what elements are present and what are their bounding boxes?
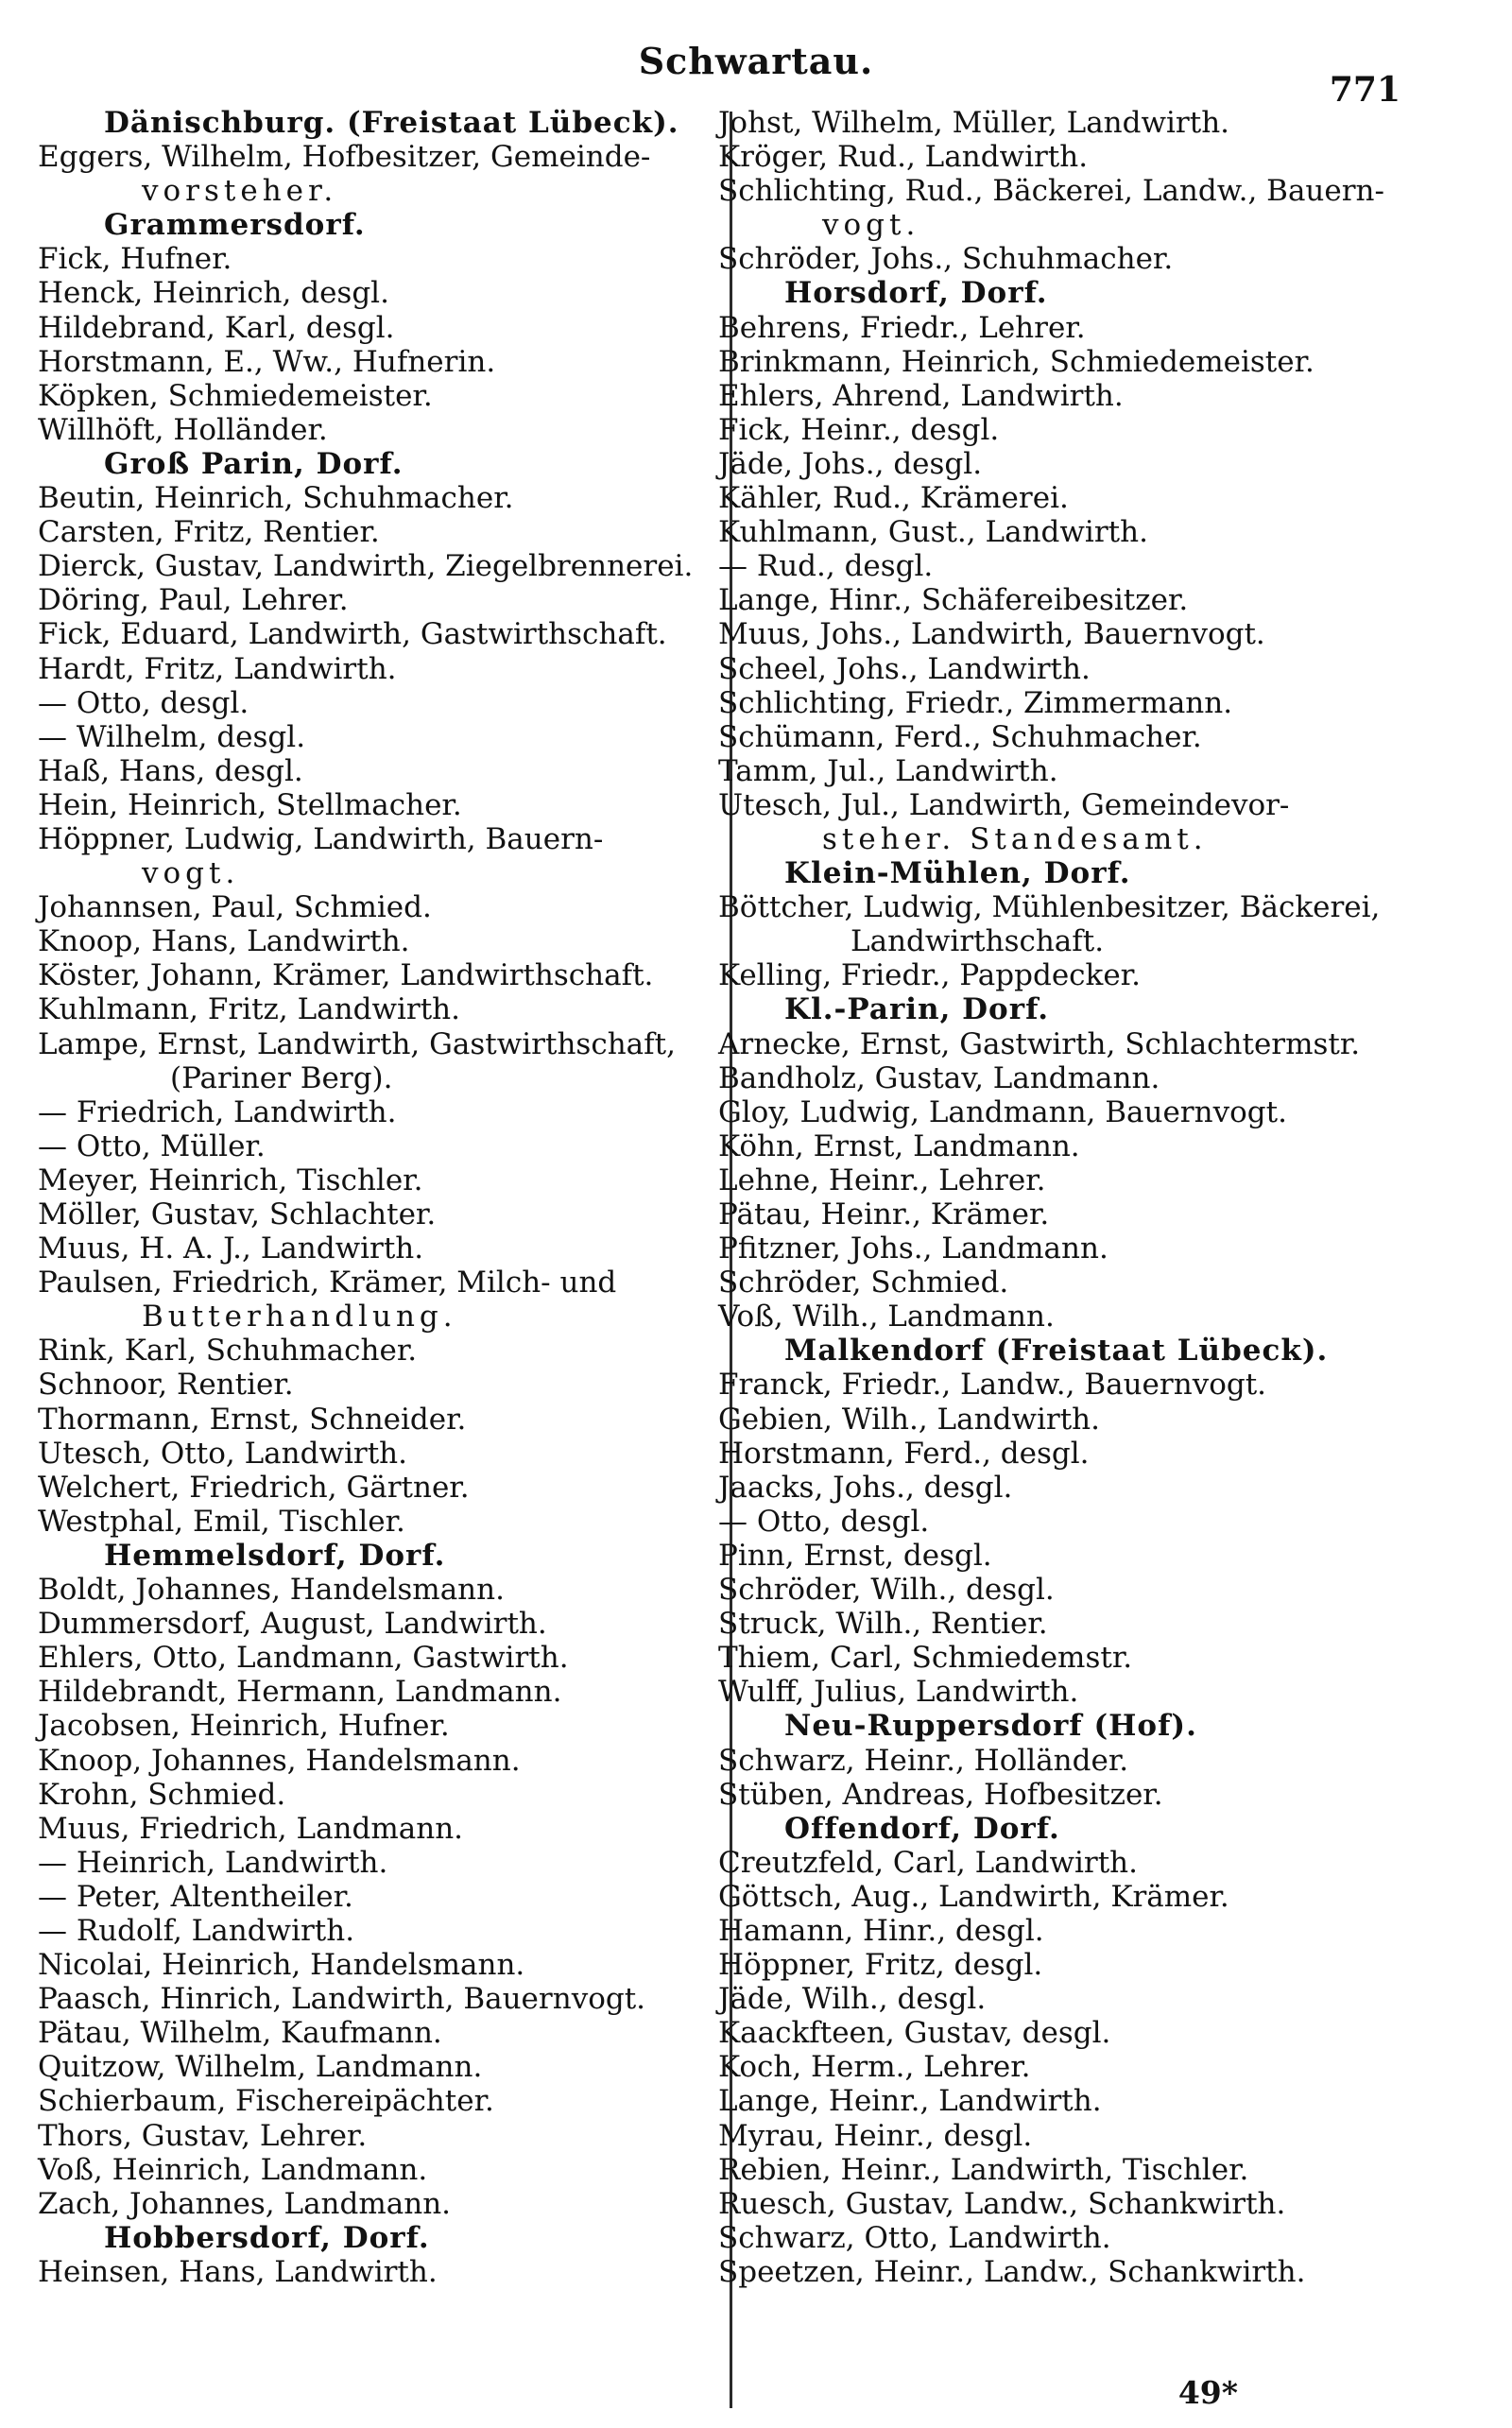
directory-entry: Jäde, Wilh., desgl. <box>718 1982 987 2017</box>
directory-entry: Lange, Heinr., Landwirth. <box>718 2084 1102 2119</box>
directory-entry: — Wilhelm, desgl. <box>38 719 306 754</box>
directory-entry: Bandholz, Gustav, Landmann. <box>718 1060 1160 1095</box>
directory-entry: Schümann, Ferd., Schuhmacher. <box>718 719 1202 754</box>
place-heading: Klein-Mühlen, Dorf. <box>784 856 1131 891</box>
directory-entry: Döring, Paul, Lehrer. <box>38 583 349 618</box>
directory-entry: Muus, Friedrich, Landmann. <box>38 1811 464 1846</box>
directory-entry: Carsten, Fritz, Rentier. <box>38 515 380 550</box>
directory-entry: Möller, Gustav, Schlachter. <box>38 1197 437 1231</box>
directory-entry: Fick, Eduard, Landwirth, Gastwirthschaft. <box>38 617 667 652</box>
directory-entry: Kuhlmann, Gust., Landwirth. <box>718 515 1148 550</box>
place-heading: Dänischburg. (Freistaat Lübeck). <box>104 106 679 140</box>
directory-entry: Schlichting, Rud., Bäckerei, Landw., Bauern- <box>718 174 1384 209</box>
directory-entry: Tamm, Jul., Landwirth. <box>718 753 1058 788</box>
directory-entry: Jacobsen, Heinrich, Hufner. <box>38 1709 450 1744</box>
directory-entry: Beutin, Heinrich, Schuhmacher. <box>38 481 514 516</box>
directory-entry: Höppner, Fritz, desgl. <box>718 1948 1043 1983</box>
directory-entry: Fick, Heinr., desgl. <box>718 412 1000 447</box>
directory-entry: Höppner, Ludwig, Landwirth, Bauern- <box>38 821 604 856</box>
entry-continuation: (Pariner Berg). <box>170 1060 393 1095</box>
directory-entry: Johst, Wilhelm, Müller, Landwirth. <box>718 106 1230 140</box>
signature-mark: 49* <box>1177 2374 1238 2411</box>
directory-entry: Utesch, Otto, Landwirth. <box>38 1436 407 1471</box>
directory-entry: Schlichting, Friedr., Zimmermann. <box>718 685 1233 720</box>
directory-entry: Haß, Hans, desgl. <box>38 753 303 788</box>
directory-entry: Pätau, Heinr., Krämer. <box>718 1197 1050 1231</box>
directory-entry: Knoop, Hans, Landwirth. <box>38 924 410 959</box>
directory-entry: Johannsen, Paul, Schmied. <box>38 890 432 925</box>
place-heading: Neu-Ruppersdorf (Hof). <box>784 1709 1197 1744</box>
directory-entry: Welchert, Friedrich, Gärtner. <box>38 1470 470 1505</box>
directory-entry: Muus, Johs., Landwirth, Bauernvogt. <box>718 617 1265 652</box>
directory-entry: Paulsen, Friedrich, Krämer, Milch- und <box>38 1266 617 1300</box>
entry-continuation: vogt. <box>142 856 240 891</box>
directory-entry: Jäde, Johs., desgl. <box>718 446 983 481</box>
directory-entry: — Otto, Müller. <box>38 1128 266 1163</box>
directory-entry: Lampe, Ernst, Landwirth, Gastwirthschaft, <box>38 1026 676 1061</box>
directory-entry: Thors, Gustav, Lehrer. <box>38 2118 368 2153</box>
directory-entry: Behrens, Friedr., Lehrer. <box>718 310 1086 345</box>
directory-entry: Arnecke, Ernst, Gastwirth, Schlachtermstr. <box>718 1026 1361 1061</box>
directory-entry: Creutzfeld, Carl, Landwirth. <box>718 1845 1138 1880</box>
directory-entry: Dummersdorf, August, Landwirth. <box>38 1607 547 1642</box>
directory-entry: Eggers, Wilhelm, Hofbesitzer, Gemeinde- <box>38 140 651 175</box>
directory-entry: Hardt, Fritz, Landwirth. <box>38 651 397 686</box>
directory-entry: Lange, Hinr., Schäfereibesitzer. <box>718 583 1189 618</box>
directory-entry: Stüben, Andreas, Hofbesitzer. <box>718 1777 1163 1812</box>
directory-entry: Rebien, Heinr., Landwirth, Tischler. <box>718 2152 1249 2187</box>
left-column <box>38 106 723 2289</box>
directory-entry: Schwarz, Otto, Landwirth. <box>718 2220 1111 2255</box>
directory-entry: Paasch, Hinrich, Landwirth, Bauernvogt. <box>38 1982 646 2017</box>
directory-entry: — Otto, desgl. <box>718 1504 930 1539</box>
directory-entry: Kelling, Friedr., Pappdecker. <box>718 958 1141 993</box>
directory-entry: Lehne, Heinr., Lehrer. <box>718 1162 1046 1197</box>
directory-entry: Dierck, Gustav, Landwirth, Ziegelbrennerei. <box>38 549 694 584</box>
page-number: 771 <box>1329 70 1400 110</box>
directory-entry: Jaacks, Johs., desgl. <box>718 1470 1013 1505</box>
directory-entry: Kaackfteen, Gustav, desgl. <box>718 2016 1111 2051</box>
place-heading: Grammersdorf. <box>104 208 366 243</box>
place-heading: Malkendorf (Freistaat Lübeck). <box>784 1334 1329 1369</box>
directory-entry: Hein, Heinrich, Stellmacher. <box>38 787 462 822</box>
place-heading: Groß Parin, Dorf. <box>104 446 404 481</box>
directory-entry: Kuhlmann, Fritz, Landwirth. <box>38 992 461 1027</box>
directory-entry: Scheel, Johs., Landwirth. <box>718 651 1091 686</box>
directory-entry: Ruesch, Gustav, Landw., Schankwirth. <box>718 2186 1286 2221</box>
directory-entry: Meyer, Heinrich, Tischler. <box>38 1162 423 1197</box>
directory-entry: — Otto, desgl. <box>38 685 249 720</box>
place-heading: Horsdorf, Dorf. <box>784 276 1048 311</box>
directory-entry: — Rudolf, Landwirth. <box>38 1913 355 1948</box>
directory-entry: Myrau, Heinr., desgl. <box>718 2118 1033 2153</box>
directory-entry: Thiem, Carl, Schmiedemstr. <box>718 1641 1133 1676</box>
directory-entry: Koch, Herm., Lehrer. <box>718 2050 1031 2085</box>
directory-entry: Krohn, Schmied. <box>38 1777 286 1812</box>
directory-entry: Franck, Friedr., Landw., Bauernvogt. <box>718 1368 1267 1403</box>
directory-entry: Köpken, Schmiedemeister. <box>38 378 433 413</box>
directory-entry: Henck, Heinrich, desgl. <box>38 276 389 311</box>
directory-entry: Schierbaum, Fischereipächter. <box>38 2084 494 2119</box>
place-heading: Hobbersdorf, Dorf. <box>104 2220 430 2255</box>
directory-entry: Thormann, Ernst, Schneider. <box>38 1402 467 1437</box>
entry-continuation: Landwirthschaft. <box>850 924 1105 959</box>
directory-entry: — Peter, Altentheiler. <box>38 1879 353 1914</box>
directory-entry: Schröder, Wilh., desgl. <box>718 1573 1055 1608</box>
directory-entry: Boldt, Johannes, Handelsmann. <box>38 1573 505 1608</box>
directory-entry: Speetzen, Heinr., Landw., Schankwirth. <box>718 2254 1306 2289</box>
directory-entry: Schröder, Schmied. <box>718 1266 1009 1300</box>
directory-entry: Kähler, Rud., Krämerei. <box>718 481 1069 516</box>
directory-entry: Schnoor, Rentier. <box>38 1368 294 1403</box>
entry-continuation: steher. Standesamt. <box>822 821 1208 856</box>
directory-entry: Gebien, Wilh., Landwirth. <box>718 1402 1100 1437</box>
directory-entry: Hildebrand, Karl, desgl. <box>38 310 395 345</box>
directory-entry: Willhöft, Holländer. <box>38 412 328 447</box>
directory-entry: Hamann, Hinr., desgl. <box>718 1913 1044 1948</box>
directory-entry: Ehlers, Otto, Landmann, Gastwirth. <box>38 1641 569 1676</box>
directory-entry: Göttsch, Aug., Landwirth, Krämer. <box>718 1879 1229 1914</box>
directory-entry: Knoop, Johannes, Handelsmann. <box>38 1743 521 1778</box>
directory-entry: Pfitzner, Johs., Landmann. <box>718 1231 1108 1266</box>
directory-entry: Rink, Karl, Schuhmacher. <box>38 1334 418 1369</box>
directory-entry: Brinkmann, Heinrich, Schmiedemeister. <box>718 344 1314 379</box>
directory-entry: — Rud., desgl. <box>718 549 934 584</box>
directory-entry: Horstmann, Ferd., desgl. <box>718 1436 1090 1471</box>
directory-entry: Pätau, Wilhelm, Kaufmann. <box>38 2016 442 2051</box>
directory-entry: Köhn, Ernst, Landmann. <box>718 1128 1080 1163</box>
entry-continuation: Butterhandlung. <box>142 1300 457 1335</box>
directory-entry: Böttcher, Ludwig, Mühlenbesitzer, Bäckerei, <box>718 890 1381 925</box>
directory-entry: Horstmann, E., Ww., Hufnerin. <box>38 344 496 379</box>
directory-entry: Ehlers, Ahrend, Landwirth. <box>718 378 1124 413</box>
directory-entry: — Heinrich, Landwirth. <box>38 1845 388 1880</box>
entry-continuation: vogt. <box>822 208 920 243</box>
directory-entry: Struck, Wilh., Rentier. <box>718 1607 1048 1642</box>
directory-entry: — Friedrich, Landwirth. <box>38 1094 397 1129</box>
directory-entry: Nicolai, Heinrich, Handelsmann. <box>38 1948 525 1983</box>
directory-entry: Hildebrandt, Hermann, Landmann. <box>38 1675 562 1710</box>
directory-entry: Gloy, Ludwig, Landmann, Bauernvogt. <box>718 1094 1287 1129</box>
directory-entry: Voß, Heinrich, Landmann. <box>38 2152 428 2187</box>
directory-entry: Heinsen, Hans, Landwirth. <box>38 2254 438 2289</box>
place-heading: Offendorf, Dorf. <box>784 1811 1060 1846</box>
place-heading: Hemmelsdorf, Dorf. <box>104 1538 446 1573</box>
directory-entry: Wulff, Julius, Landwirth. <box>718 1675 1079 1710</box>
directory-entry: Zach, Johannes, Landmann. <box>38 2186 452 2221</box>
entry-continuation: vorsteher. <box>142 174 338 209</box>
right-column <box>718 106 1422 2289</box>
directory-entry: Voß, Wilh., Landmann. <box>718 1300 1055 1335</box>
directory-entry: Kröger, Rud., Landwirth. <box>718 140 1089 175</box>
place-heading: Kl.-Parin, Dorf. <box>784 992 1050 1027</box>
directory-entry: Fick, Hufner. <box>38 242 232 277</box>
directory-entry: Schwarz, Heinr., Holländer. <box>718 1743 1129 1778</box>
directory-entry: Köster, Johann, Krämer, Landwirthschaft. <box>38 958 654 993</box>
directory-entry: Westphal, Emil, Tischler. <box>38 1504 405 1539</box>
running-head: Schwartau. <box>638 40 874 82</box>
directory-entry: Pinn, Ernst, desgl. <box>718 1538 992 1573</box>
directory-entry: Muus, H. A. J., Landwirth. <box>38 1231 424 1266</box>
directory-entry: Quitzow, Wilhelm, Landmann. <box>38 2050 483 2085</box>
directory-entry: Utesch, Jul., Landwirth, Gemeindevor- <box>718 787 1290 822</box>
directory-entry: Schröder, Johs., Schuhmacher. <box>718 242 1174 277</box>
